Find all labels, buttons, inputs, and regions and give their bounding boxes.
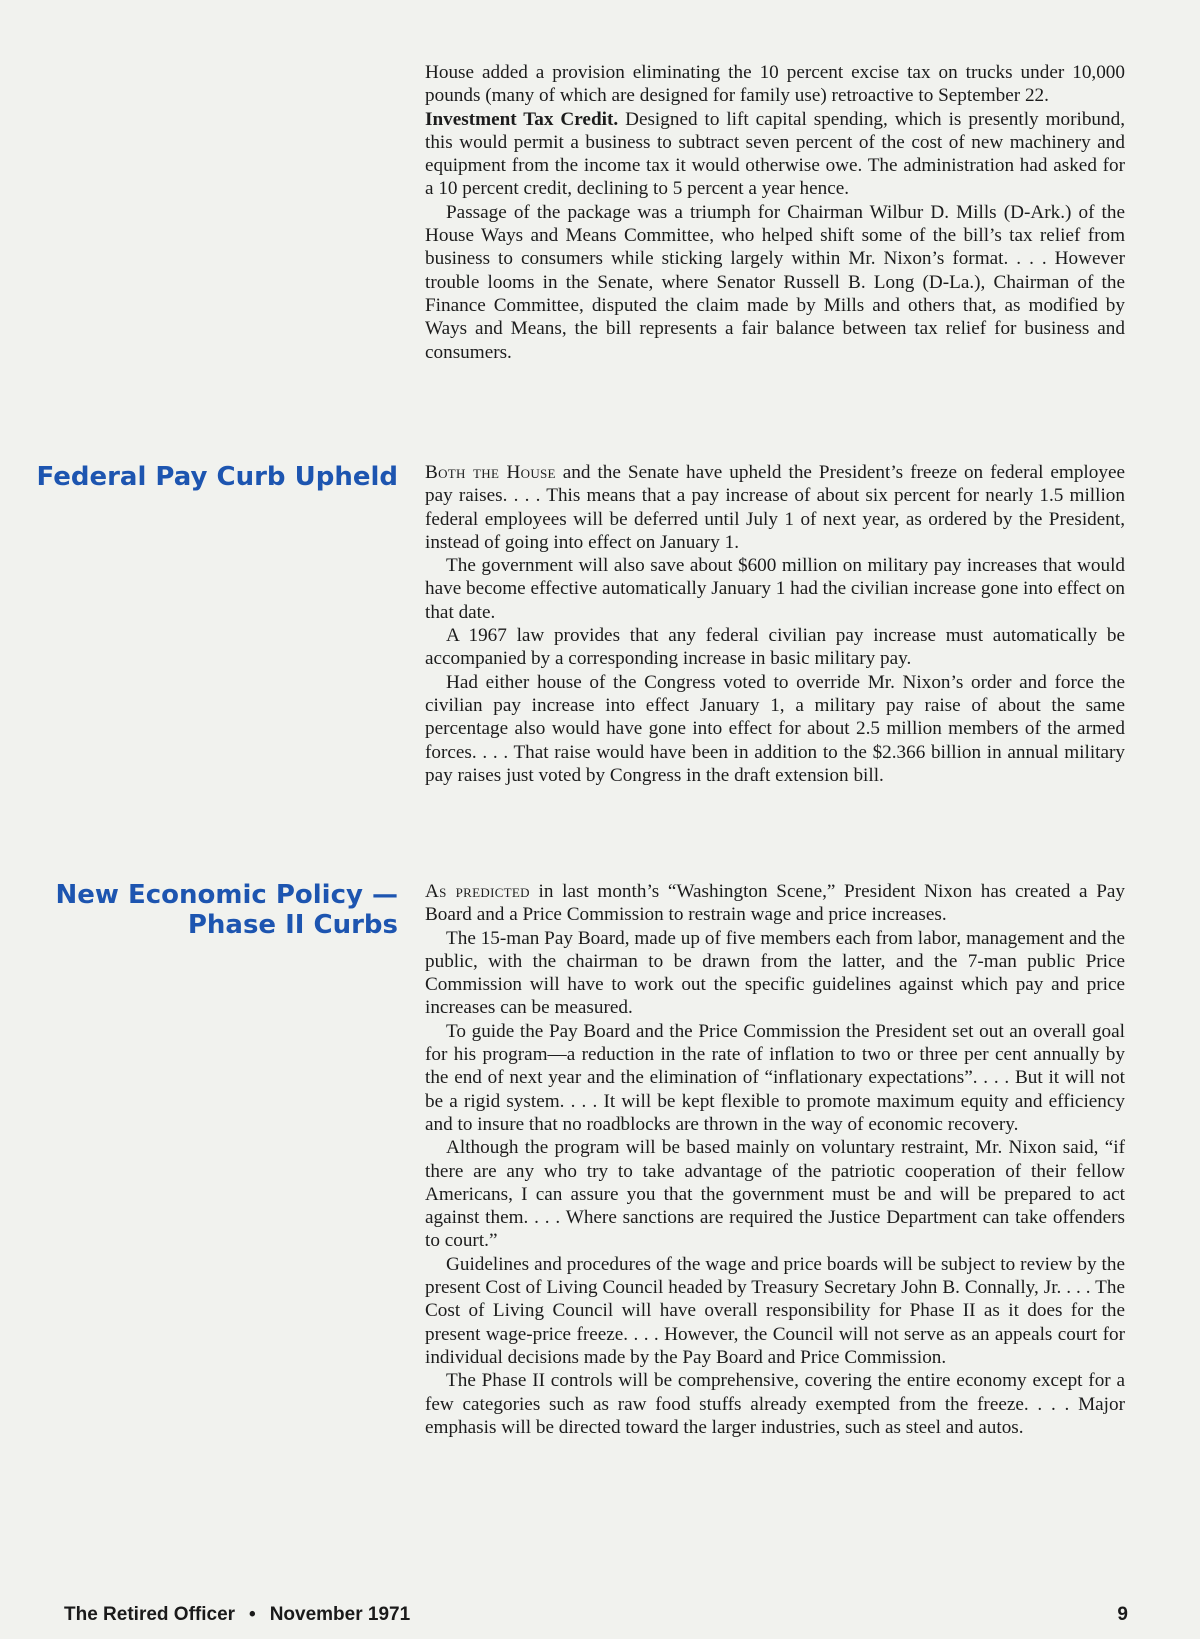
section-economic-policy-body (425, 880, 1125, 1439)
footer-publication-name: The Retired Officer (64, 1604, 236, 1625)
section-heading-federal-pay (37, 462, 399, 492)
federal-pay-p1-text: and the Senate have upheld the President’s freeze on federal employee pay raises. . . . This means that a pay increase of about six percent for nearly 1.5 million federal employees will be deferred until July 1 of next year, as ordered by the President, instead of going into effect on January 1. (425, 462, 1125, 553)
intro-block (425, 61, 1125, 364)
investment-tax-credit-text: Designed to lift capital spending, which is presently moribund, this would permit a business to subtract seven percent of the cost of new machinery and equipment from the income tax it would otherwise owe. The administration had asked for a 10 percent credit, declining to 5 percent a year hence. (425, 108, 1125, 200)
federal-pay-lead: Both the House (425, 462, 556, 483)
federal-pay-paragraph-2: The government will also save about $600 million on military pay increases that would have become effective automatically January 1 had the civilian increase gone into effect on that date. (425, 555, 1125, 623)
intro-paragraph-2 (425, 108, 1125, 201)
footer-date: November 1971 (269, 1604, 411, 1625)
economic-policy-lead: As predicted (425, 881, 530, 902)
economic-policy-p1-text: in last month’s “Washington Scene,” President Nixon has created a Pay Board and a Price Commission to restrain wage and price increases. (425, 881, 1126, 926)
federal-pay-paragraph-1 (425, 461, 1125, 554)
intro-paragraph-3: Passage of the package was a triumph for Chairman Wilbur D. Mills (D-Ark.) of the House Ways and Means Committee, who helped shift some of the bill’s tax relief from business to consumers while sticking largely within Mr. Nixon’s format. . . . However trouble looms in the Senate, where Senator Russell B. Long (D-La.), Chairman of the Finance Committee, disputed the claim made by Mills and others that, as modified by Ways and Means, the bill represents a fair balance between tax relief for business and consumers. (425, 201, 1125, 363)
economic-policy-paragraph-2: The 15-man Pay Board, made up of five members each from labor, management and the public, with the chairman to be drawn from the latter, and the 7-man public Price Commission will have to work out the specific guidelines against which pay and price increases can be measured. (425, 927, 1125, 1019)
federal-pay-paragraph-3: A 1967 law provides that any federal civilian pay increase must automatically be accompanied by a corresponding increase in basic military pay. (425, 625, 1125, 670)
economic-policy-paragraph-3: To guide the Pay Board and the Price Commission the President set out an overall goal for his program—a reduction in the rate of inflation to two or three per cent annually by the end of next year and the elimination of “inflationary expectations”. . . . But it will not be a rigid system. . . . It will be kept flexible to promote maximum equity and efficiency and to insure that no roadblocks are thrown in the way of economic recovery. (425, 1020, 1125, 1135)
section-federal-pay-body (425, 461, 1125, 787)
footer-publication-line (64, 1604, 410, 1626)
page-number: 9 (1117, 1604, 1128, 1625)
section-heading-federal-pay-text: Federal Pay Curb Upheld (36, 462, 398, 492)
economic-policy-paragraph-5: Guidelines and procedures of the wage and price boards will be subject to review by the present Cost of Living Council headed by Treasury Secretary John B. Connally, Jr. . . . The Cost of Living Council will have overall responsibility for Phase II as it does for the present wage-price freeze. . . . However, the Council will not serve as an appeals court for individual decisions made by the Pay Board and Price Commission. (425, 1253, 1125, 1368)
footer-bullet: • (249, 1604, 256, 1625)
section-heading-economic-policy (56, 880, 399, 940)
economic-policy-paragraph-1 (425, 880, 1125, 927)
section-heading-economic-policy-line1: New Economic Policy — (55, 880, 398, 910)
federal-pay-paragraph-4: Had either house of the Congress voted to override Mr. Nixon’s order and force the civilian pay increase into effect January 1, a military pay raise of about the same percentage also would have gone into effect for about 2.5 million members of the armed forces. . . . That raise would have been in addition to the $2.366 billion in annual military pay raises just voted by Congress in the draft extension bill. (425, 671, 1125, 786)
section-heading-economic-policy-line2: Phase II Curbs (187, 910, 398, 940)
intro-paragraph-1: House added a provision eliminating the 10 percent excise tax on trucks under 10,000 pounds (many of which are designed for family use) retroactive to September 22. (425, 62, 1125, 107)
economic-policy-paragraph-4: Although the program will be based mainly on voluntary restraint, Mr. Nixon said, “if there are any who try to take advantage of the patriotic cooperation of their fellow Americans, I can assure you that the government must be and will be prepared to act against them. . . . Where sanctions are required the Justice Department can take offenders to court.” (425, 1137, 1125, 1252)
investment-tax-credit-heading: Investment Tax Credit. (425, 108, 619, 130)
economic-policy-paragraph-6: The Phase II controls will be comprehensive, covering the entire economy except for a few categories such as raw food stuffs already exempted from the freeze. . . . Major emphasis will be directed toward the larger industries, such as steel and autos. (425, 1370, 1125, 1438)
